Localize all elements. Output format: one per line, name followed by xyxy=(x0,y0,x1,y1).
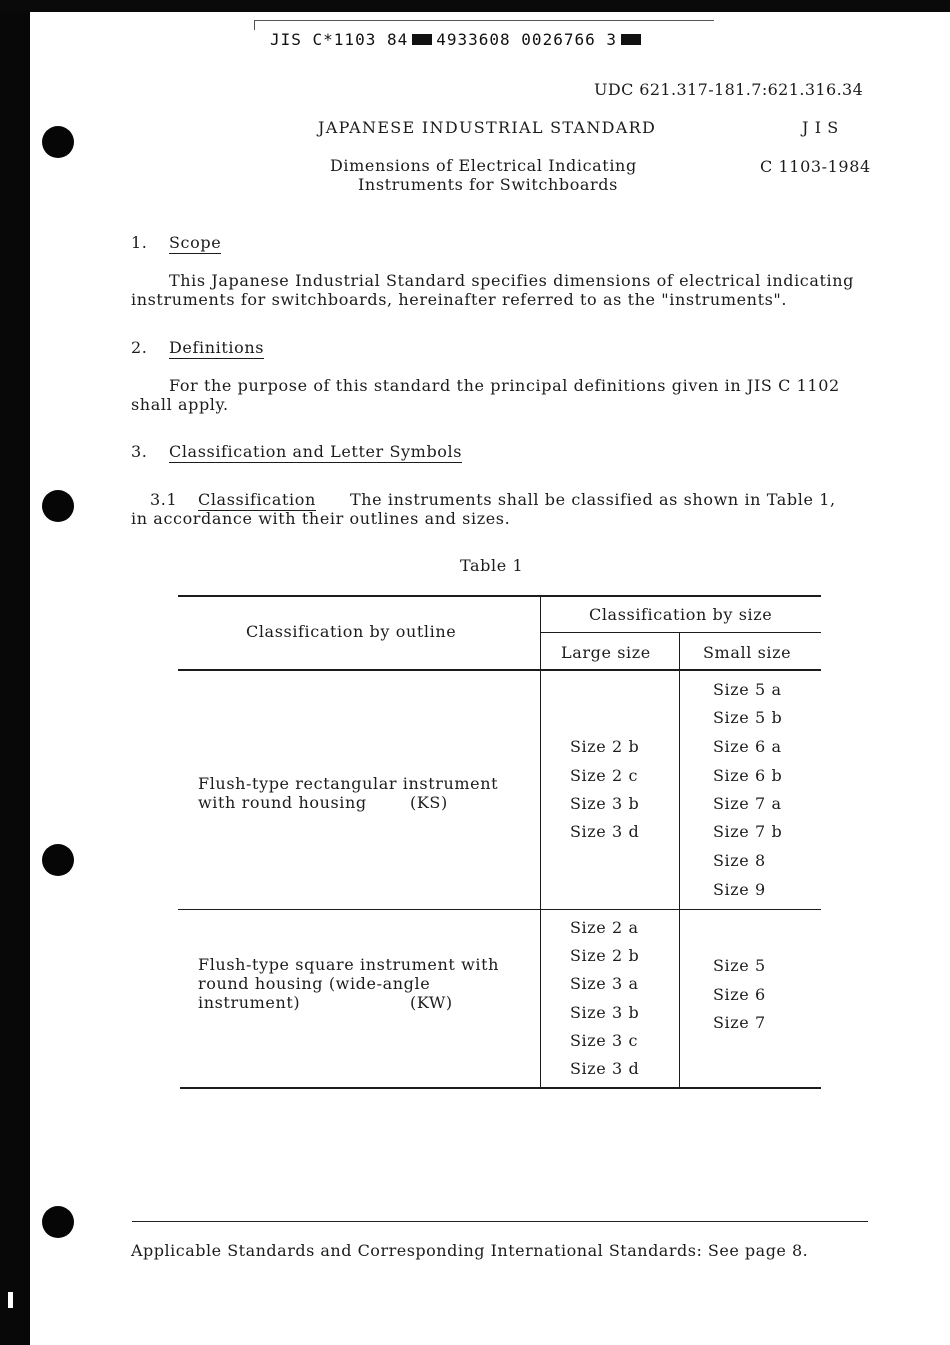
row-2-large-cell: Size 3 a xyxy=(570,974,639,993)
section-1-line-1: This Japanese Industrial Standard specifies dimensions of electrical indicating xyxy=(169,271,854,290)
row-2-large-cell: Size 2 a xyxy=(570,918,639,937)
row-1-large-cell: Size 3 d xyxy=(570,822,640,841)
row-1-small-cell: Size 5 a xyxy=(713,680,782,699)
row-2-large-cell: Size 2 b xyxy=(570,946,640,965)
row-1-small-cell: Size 6 b xyxy=(713,766,783,785)
row-1-small-cell: Size 7 b xyxy=(713,822,783,841)
section-2-body xyxy=(131,376,840,414)
scan-top-border xyxy=(0,0,950,12)
scan-corner-fold xyxy=(30,12,44,26)
punch-hole-icon xyxy=(42,126,74,158)
table-rule-head xyxy=(178,669,821,671)
title-line-2: Instruments for Switchboards xyxy=(358,175,618,194)
row-2-small-cell: Size 7 xyxy=(713,1013,766,1032)
table-rule-vertical-1 xyxy=(540,595,541,1089)
row-2-outline-line-2: round housing (wide-angle xyxy=(198,974,431,993)
section-1-title: Scope xyxy=(169,233,222,252)
section-3-number: 3. xyxy=(131,442,148,461)
document-code-b: 4933608 0026766 3 xyxy=(436,30,617,49)
row-1-large-cell: Size 3 b xyxy=(570,794,640,813)
section-3-1-number: 3.1 xyxy=(150,490,178,509)
header-small-size: Small size xyxy=(703,643,792,662)
table-rule-bottom xyxy=(180,1087,821,1089)
table-rule-top xyxy=(178,595,821,597)
row-2-large-cell: Size 3 d xyxy=(570,1059,640,1078)
section-3-1-line-1: The instruments shall be classified as shown in Table 1, xyxy=(350,490,836,509)
punch-hole-icon xyxy=(42,490,74,522)
row-1-large-cell: Size 2 c xyxy=(570,766,639,785)
document-code xyxy=(270,30,645,49)
section-2-line-1: For the purpose of this standard the principal definitions given in JIS C 1102 xyxy=(169,376,840,395)
punch-hole-icon xyxy=(42,844,74,876)
row-1-outline-line-1: Flush-type rectangular instrument xyxy=(198,774,499,793)
section-2-line-2: shall apply. xyxy=(131,395,229,414)
row-1-small-cell: Size 5 b xyxy=(713,708,783,727)
table-rule-mid xyxy=(178,909,821,910)
row-2-large-cell: Size 3 c xyxy=(570,1031,639,1050)
jis-label: J I S xyxy=(802,118,839,137)
footer-rule xyxy=(132,1221,868,1222)
row-1-small-cell: Size 6 a xyxy=(713,737,782,756)
row-2-symbol: (KW) xyxy=(410,993,453,1012)
title-line-1: Dimensions of Electrical Indicating xyxy=(330,156,637,175)
section-1-body xyxy=(131,271,854,309)
section-3-title: Classification and Letter Symbols xyxy=(169,442,463,461)
row-1-large-cell: Size 2 b xyxy=(570,737,640,756)
header-rule xyxy=(254,20,714,21)
header-rule-tick xyxy=(254,20,255,30)
section-3-1-title: Classification xyxy=(198,490,316,509)
udc-number: UDC 621.317-181.7:621.316.34 xyxy=(594,80,864,99)
row-2-outline-line-1: Flush-type square instrument with xyxy=(198,955,500,974)
document-code-a: JIS C*1103 84 xyxy=(270,30,409,49)
table-rule-vertical-2 xyxy=(679,632,680,1089)
section-1-number: 1. xyxy=(131,233,148,252)
punch-hole-icon xyxy=(42,1206,74,1238)
row-2-small-cell: Size 6 xyxy=(713,985,766,1004)
row-1-symbol: (KS) xyxy=(410,793,448,812)
header-large-size: Large size xyxy=(561,643,651,662)
standard-number: C 1103-1984 xyxy=(760,157,871,176)
footer-note: Applicable Standards and Corresponding International Standards: See page 8. xyxy=(131,1241,809,1260)
section-2-title: Definitions xyxy=(169,338,265,357)
table-caption: Table 1 xyxy=(460,556,524,575)
table-rule-subhead xyxy=(541,632,821,633)
section-3-1-line-2: in accordance with their outlines and sizes. xyxy=(131,509,511,528)
section-1-line-2: instruments for switchboards, hereinafter referred to as the "instruments". xyxy=(131,290,788,309)
scan-edge-notch xyxy=(8,1292,13,1308)
row-2-large-cell: Size 3 b xyxy=(570,1003,640,1022)
standard-name: JAPANESE INDUSTRIAL STANDARD xyxy=(318,118,657,137)
row-1-outline-line-2: with round housing xyxy=(198,793,367,812)
row-2-small-cell: Size 5 xyxy=(713,956,766,975)
barcode-block-icon xyxy=(412,34,432,45)
row-1-small-cell: Size 9 xyxy=(713,880,766,899)
row-1-small-cell: Size 7 a xyxy=(713,794,782,813)
row-2-outline-line-3: instrument) xyxy=(198,993,301,1012)
barcode-block-icon xyxy=(621,34,641,45)
section-2-number: 2. xyxy=(131,338,148,357)
header-size: Classification by size xyxy=(589,605,773,624)
row-1-small-cell: Size 8 xyxy=(713,851,766,870)
header-outline: Classification by outline xyxy=(246,622,457,641)
scan-left-border xyxy=(0,12,30,1345)
